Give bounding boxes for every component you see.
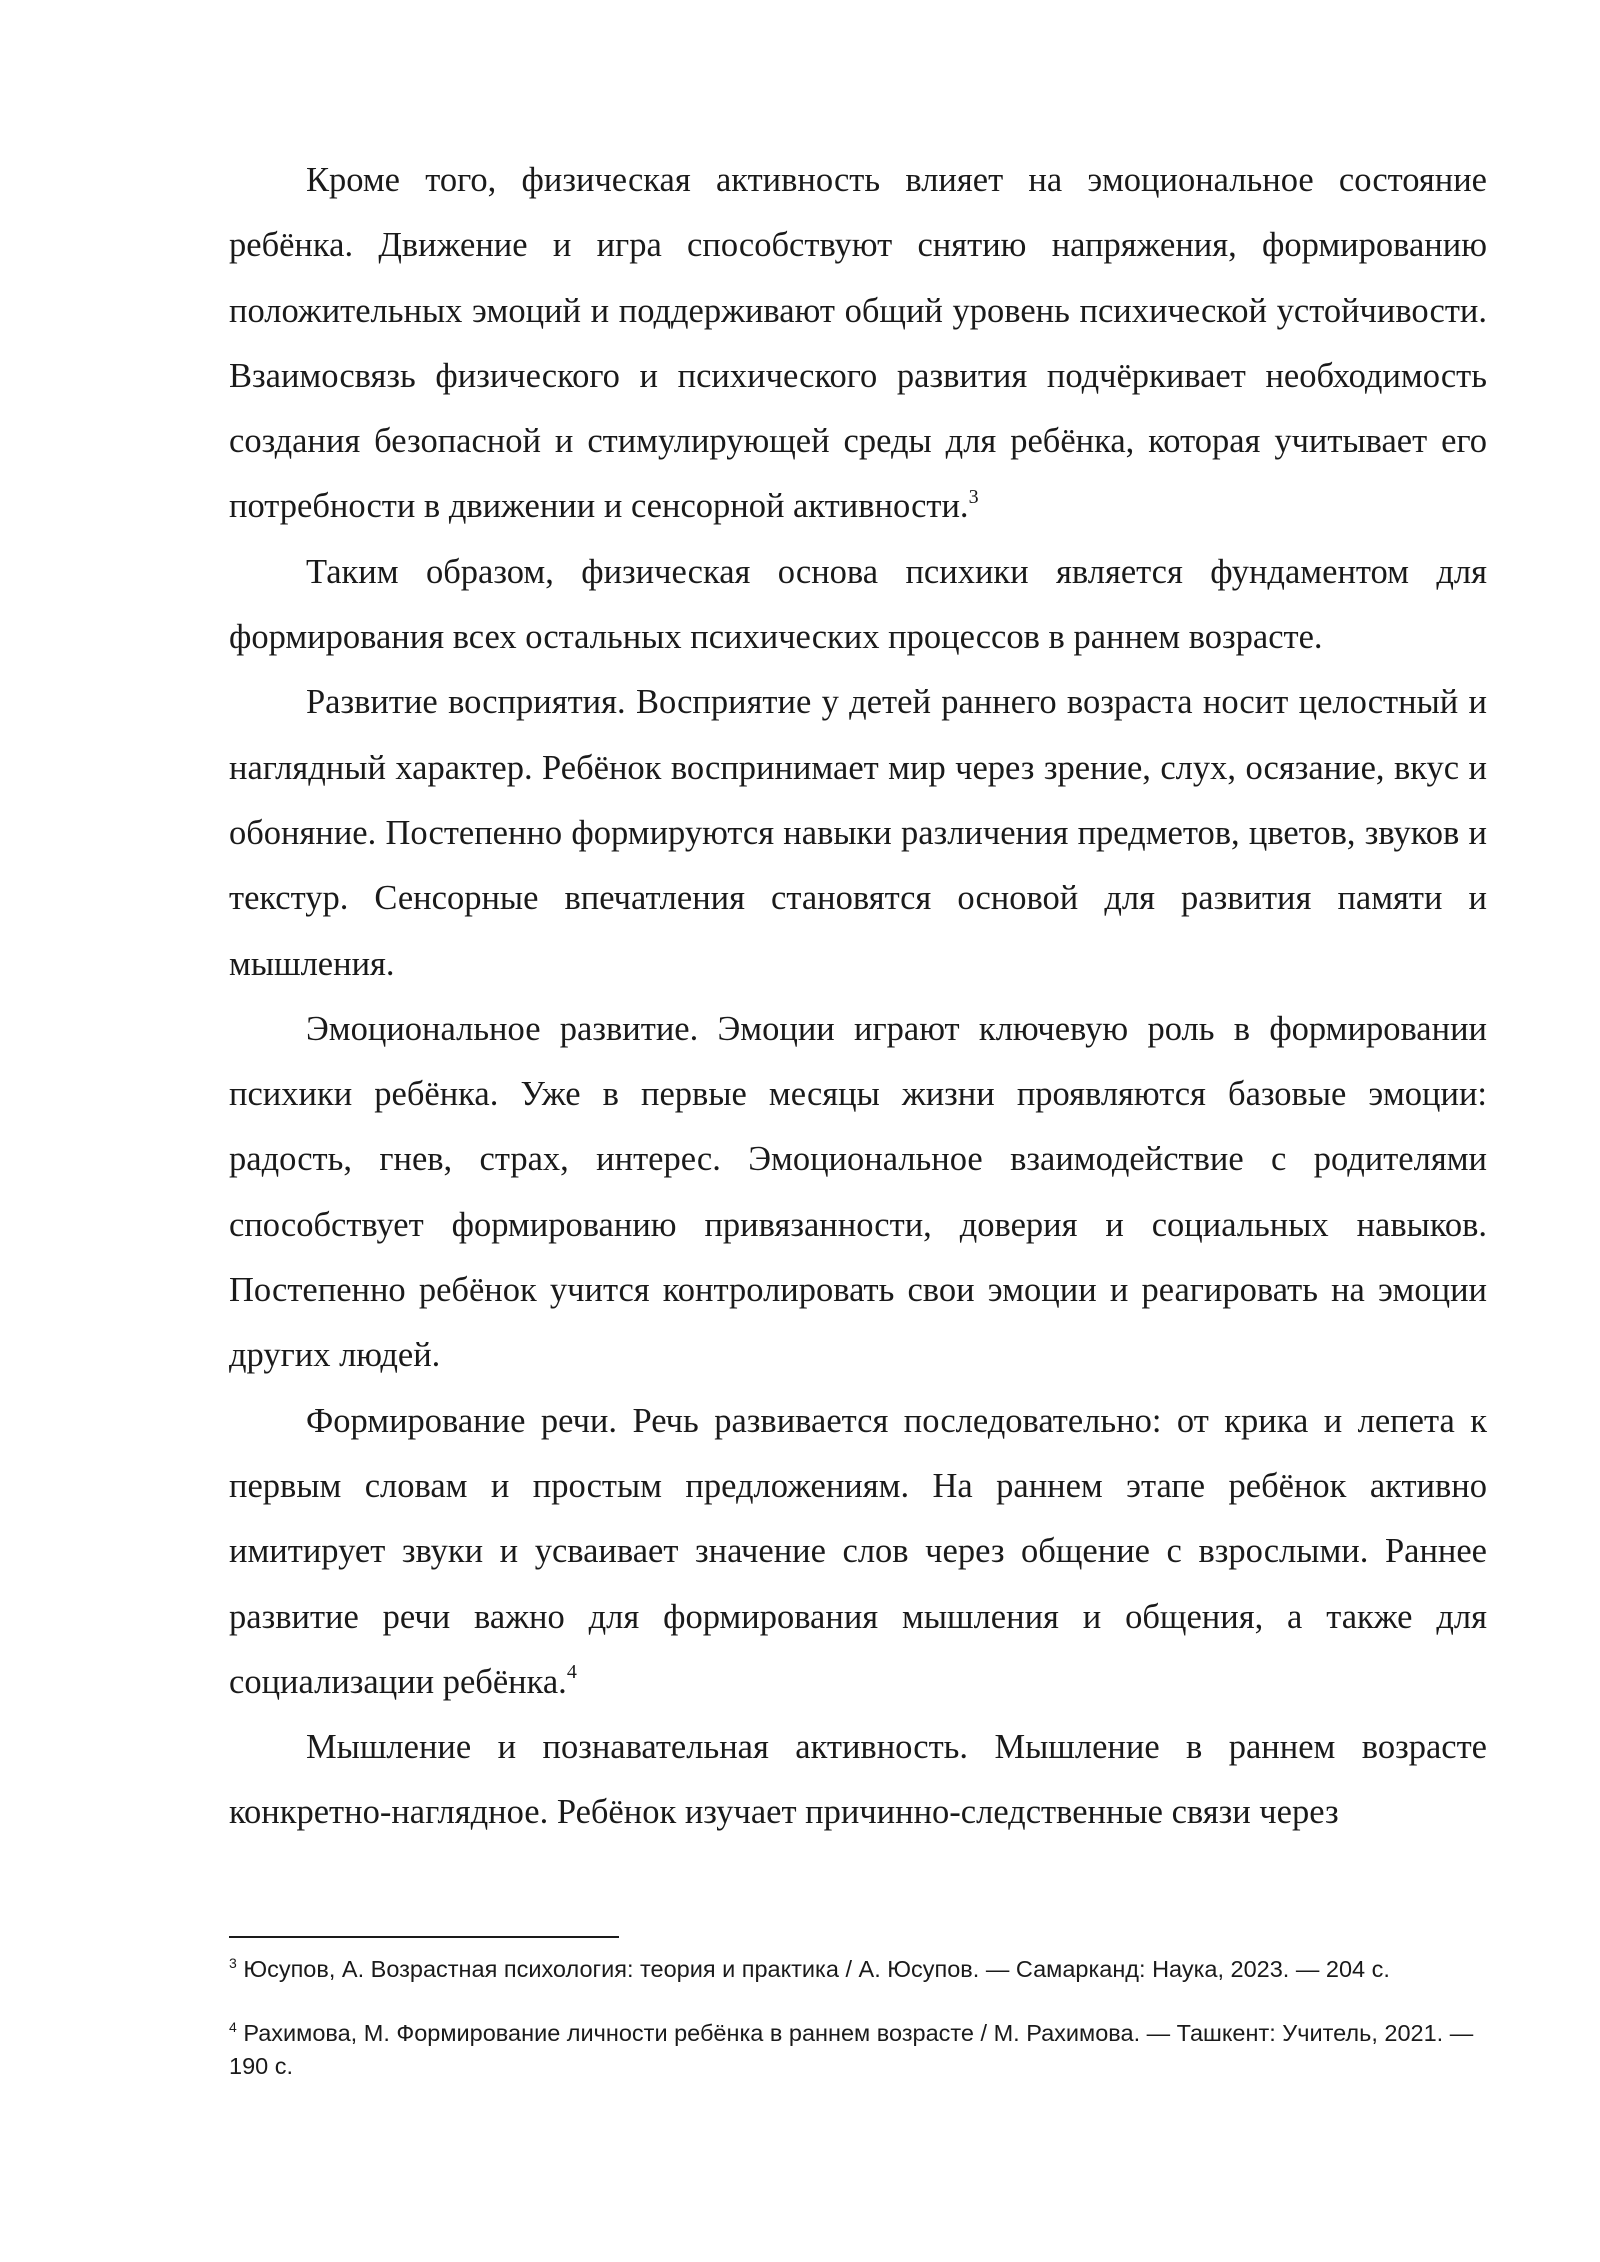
paragraph-perception: [229, 670, 1487, 996]
footnote-reference[interactable]: 3: [968, 485, 979, 508]
paragraph-speech-formation: [229, 1389, 1487, 1715]
footnote-3: [229, 1953, 1487, 1986]
paragraph-thinking: [229, 1715, 1487, 1846]
paragraph-emotional-development: [229, 997, 1487, 1389]
footnote-number: 3: [229, 1955, 237, 1972]
footnote-4: [229, 2017, 1487, 2083]
paragraph-text: Кроме того, физическая активность влияет на эмоциональное состояние ребёнка. Движение и игра способствуют снятию напряжения, формированию положительных эмоций и поддерживают общий уровень психической устойчивости. Взаимосвязь физического и психического развития подчёркивает необходимость создания безопасной и стимулирующей среды для ребёнка, которая учитывает его потребности в движении и сенсорной активности.: [229, 161, 1487, 526]
paragraph-text: Таким образом, физическая основа психики является фундаментом для формирования всех остальных психических процессов в раннем возрасте.: [229, 552, 1487, 657]
paragraph-text: Развитие восприятия. Восприятие у детей раннего возраста носит целостный и наглядный характер. Ребёнок воспринимает мир через зрение, слух, осязание, вкус и обоняние. Постепенно формируются навыки различения предметов, цветов, звуков и текстур. Сенсорные впечатления становятся основой для развития памяти и мышления.: [229, 683, 1487, 983]
footnote-number: 4: [229, 2019, 237, 2036]
footnote-separator: [229, 1936, 619, 1938]
footnotes: [229, 1953, 1487, 2114]
body-text: [229, 148, 1487, 1846]
paragraph-physical-activity: [229, 148, 1487, 540]
paragraph-text: Эмоциональное развитие. Эмоции играют ключевую роль в формировании психики ребёнка. Уже в первые месяцы жизни проявляются базовые эмоции: радость, гнев, страх, интерес. Эмоциональное взаимодействие с родителями способствует формированию привязанности, доверия и социальных навыков. Постепенно ребёнок учится контролировать свои эмоции и реагировать на эмоции других людей.: [229, 1009, 1487, 1375]
footnote-text: Рахимова, М. Формирование личности ребёнка в раннем возрасте / М. Рахимова. — Ташкент: Учитель, 2021. — 190 с.: [229, 2020, 1474, 2079]
footnote-text: Юсупов, А. Возрастная психология: теория и практика / А. Юсупов. — Самарканд: Наука, 2023. — 204 с.: [243, 1956, 1390, 1982]
footnote-reference[interactable]: 4: [566, 1661, 577, 1684]
paragraph-text: Формирование речи. Речь развивается последовательно: от крика и лепета к первым словам и простым предложениям. На раннем этапе ребёнок активно имитирует звуки и усваивает значение слов через общение с взрослыми. Раннее развитие речи важно для формирования мышления и общения, а также для социализации ребёнка.: [229, 1401, 1487, 1701]
paragraph-text: Мышление и познавательная активность. Мышление в раннем возрасте конкретно-наглядное. Ребёнок изучает причинно-следственные связи через: [229, 1728, 1487, 1832]
paragraph-physical-basis: [229, 540, 1487, 671]
